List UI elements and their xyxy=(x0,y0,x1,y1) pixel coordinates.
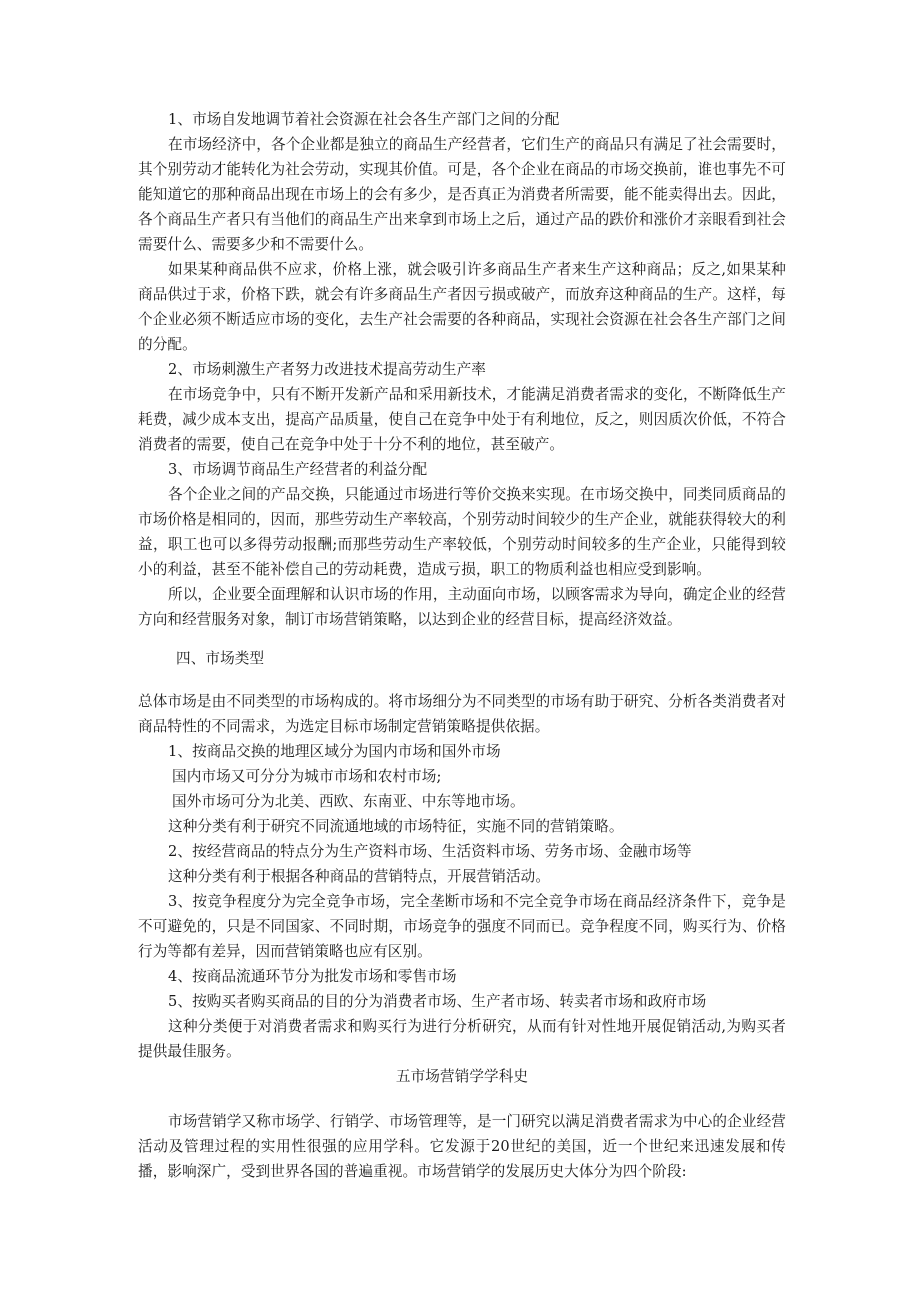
paragraph: 市场营销学又称市场学、行销学、市场管理等，是一门研究以满足消费者需求为中心的企业经营活动及管理过程的实用性很强的应用学科。它发源于20世纪的美国，近一个世纪来迅速发展和传播，影响深广，受到世界各国的普遍重视。市场营销学的发展历史大体分为四个阶段: xyxy=(138,1113,786,1180)
list-item: 4、按商品流通环节分为批发市场和零售市场 xyxy=(168,968,457,985)
paragraph: 如果某种商品供不应求，价格上涨，就会吸引许多商品生产者来生产这种商品；反之,如果某种商品供过于求，价格下跌，就会有许多商品生产者因亏损或破产，而放弃这种商品的生产。这样，每个企业必须不断适应市场的变化，去生产社会需要的各种商品，实现社会资源在社会各生产部门之间的分配。 xyxy=(138,261,786,353)
paragraph: 这种分类有利于研究不同流通地域的市场特征，实施不同的营销策略。 xyxy=(168,818,624,835)
paragraph: 这种分类便于对消费者需求和购买行为进行分析研究，从而有针对性地开展促销活动,为购买者提供最佳服务。 xyxy=(138,1018,786,1060)
document-page xyxy=(138,107,786,1184)
list-item: 2、按经营商品的特点分为生产资料市场、生活资料市场、劳务市场、金融市场等 xyxy=(168,843,692,860)
list-item: 国外市场可分为北美、西欧、东南亚、中东等地市场。 xyxy=(172,793,525,810)
paragraph: 各个企业之间的产品交换，只能通过市场进行等价交换来实现。在市场交换中，同类同质商品的市场价格是相同的，因而，那些劳动生产率较高，个别劳动时间较少的生产企业，就能获得较大的利益，职工也可以多得劳动报酬;而那些劳动生产率较低，个别劳动时间较多的生产企业，只能得到较小的利益，甚至不能补偿自己的劳动耗费，造成亏损，职工的物质利益也相应受到影响。 xyxy=(138,486,786,578)
paragraph: 所以，企业要全面理解和认识市场的作用，主动面向市场，以顾客需求为导向，确定企业的经营方向和经营服务对象，制订市场营销策略，以达到企业的经营目标，提高经济效益。 xyxy=(138,586,786,628)
list-item: 3、按竞争程度分为完全竞争市场，完全垄断市场和不完全竞争市场在商品经济条件下，竞争是不可避免的，只是不同国家、不同时期，市场竞争的强度不同而已。竞争程度不同，购买行为、价格行为等都有差异，因而营销策略也应有区别。 xyxy=(138,893,786,960)
list-item: 1、按商品交换的地理区域分为国内市场和国外市场 xyxy=(168,743,501,760)
subheading-1: 1、市场自发地调节着社会资源在社会各生产部门之间的分配 xyxy=(168,111,560,128)
subheading-3: 3、市场调节商品生产经营者的利益分配 xyxy=(168,461,428,478)
paragraph: 在市场竞争中，只有不断开发新产品和采用新技术，才能满足消费者需求的变化，不断降低生产耗费，减少成本支出，提高产品质量，使自己在竞争中处于有利地位，反之，则因质次价低，不符合消费者的需要，使自己在竞争中处于十分不利的地位，甚至破产。 xyxy=(138,386,786,453)
section-title-history: 五市场营销学学科史 xyxy=(395,1068,529,1085)
list-item: 国内市场又可分分为城市市场和农村市场; xyxy=(172,768,442,785)
subheading-2: 2、市场刺激生产者努力改进技术提高劳动生产率 xyxy=(168,361,486,378)
list-item: 5、按购买者购买商品的目的分为消费者市场、生产者市场、转卖者市场和政府市场 xyxy=(168,993,707,1010)
paragraph: 在市场经济中，各个企业都是独立的商品生产经营者，它们生产的商品只有满足了社会需要时，其个别劳动才能转化为社会劳动，实现其价值。可是，各个企业在商品的市场交换前，谁也事先不可能知道它的那种商品出现在市场上的会有多少，是否真正为消费者所需要，能不能卖得出去。因此，各个商品生产者只有当他们的商品生产出来拿到市场上之后，通过产品的跌价和涨价才亲眼看到社会需要什么、需要多少和不需要什么。 xyxy=(138,136,786,253)
paragraph: 总体市场是由不同类型的市场构成的。将市场细分为不同类型的市场有助于研究、分析各类消费者对商品特性的不同需求，为选定目标市场制定营销策略提供依据。 xyxy=(138,693,786,735)
section-title-market-types: 四、市场类型 xyxy=(176,650,265,667)
paragraph: 这种分类有利于根据各种商品的营销特点，开展营销活动。 xyxy=(168,868,551,885)
